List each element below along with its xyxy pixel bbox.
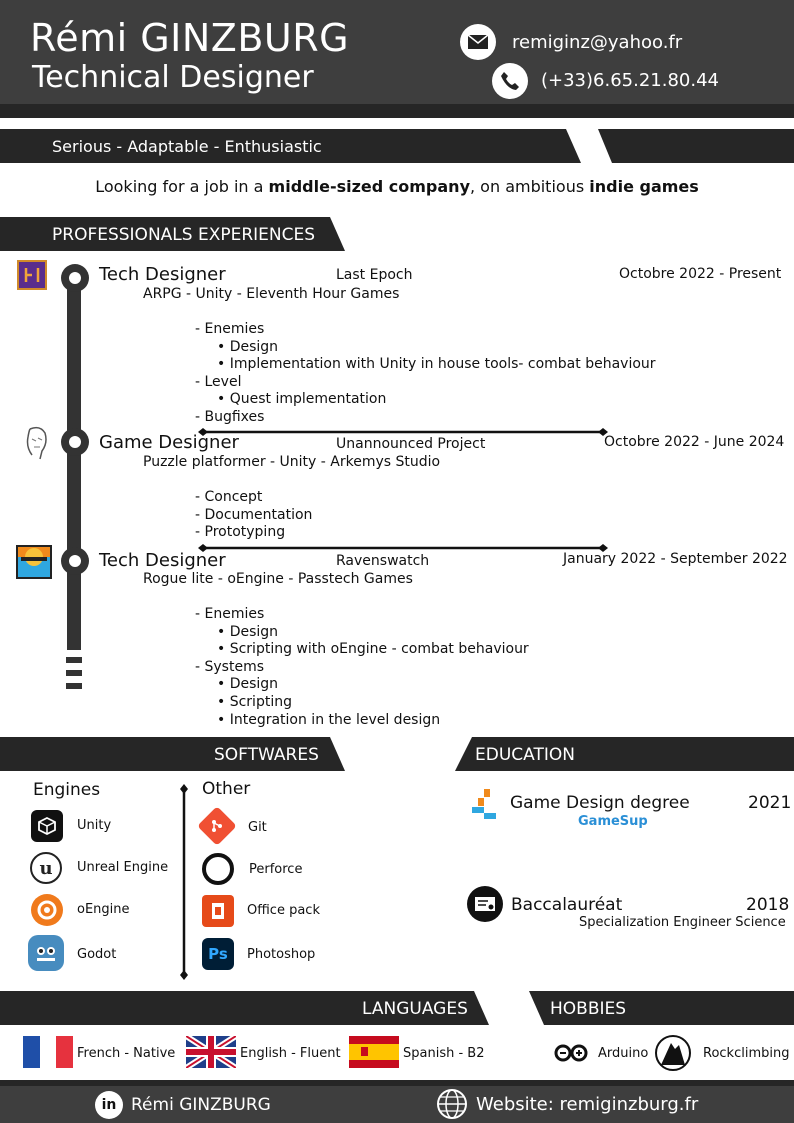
tagline: Serious - Adaptable - Enthusiastic [52, 137, 322, 156]
experience-details [195, 321, 656, 427]
detail-line: - Enemies [195, 321, 265, 337]
detail-line: • Integration in the level design [217, 711, 441, 728]
detail-line: - Bugfixes [195, 408, 265, 425]
education-title: EDUCATION [475, 745, 575, 765]
software-perforce: Perforce [249, 862, 303, 877]
hobbies-title: HOBBIES [550, 999, 627, 1019]
timeline-node [61, 264, 89, 292]
software-unreal: Unreal Engine [77, 860, 169, 875]
arduino-icon [553, 1043, 589, 1063]
website-link[interactable]: Website: remiginzburg.fr [476, 1094, 699, 1115]
education-degree: Game Design degree [510, 793, 690, 813]
detail-line: - Prototyping [195, 524, 286, 541]
detail-line: - Concept [195, 489, 263, 505]
experience-project: Ravenswatch [336, 553, 430, 569]
language-spanish: Spanish - B2 [403, 1046, 485, 1061]
phone-number: (+33)6.65.21.80.44 [541, 70, 719, 91]
education-school: Specialization Engineer Science [579, 915, 786, 930]
softwares-title: SOFTWARES [214, 745, 319, 765]
gamesup-logo-icon [472, 789, 496, 819]
globe-icon [436, 1088, 468, 1120]
spain-flag-icon [349, 1036, 399, 1068]
experiences-title: PROFESSIONALS EXPERIENCES [52, 225, 316, 245]
detail-line: • Design [217, 676, 279, 693]
experience-details [195, 606, 529, 729]
last-epoch-logo-icon [17, 260, 47, 290]
detail-line: • Implementation with Unity in house tools- combat behaviour [217, 356, 656, 373]
timeline-dash [66, 683, 82, 689]
timeline-dash [66, 670, 82, 676]
detail-line: • Design [217, 623, 279, 640]
email-link[interactable]: remiginz@yahoo.fr [512, 32, 683, 53]
detail-line: • Design [217, 338, 279, 355]
software-office: Office pack [247, 903, 320, 918]
education-degree: Baccalauréat [511, 895, 623, 915]
engines-heading: Engines [33, 780, 101, 800]
timeline-dash [66, 657, 82, 663]
detail-line: • Scripting with oEngine - combat behaviour [217, 641, 529, 658]
experience-dates: January 2022 - September 2022 [563, 551, 788, 567]
software-git: Git [248, 820, 267, 835]
languages-title: LANGUAGES [362, 999, 468, 1019]
phone-icon [492, 63, 528, 99]
experience-role: Game Designer [99, 432, 239, 453]
experience-subtitle: Puzzle platformer - Unity - Arkemys Studio [143, 454, 441, 470]
software-oengine: oEngine [77, 902, 130, 917]
perforce-icon [202, 853, 234, 885]
hobby-rockclimbing: Rockclimbing [703, 1046, 790, 1061]
timeline-node [61, 428, 89, 456]
detail-line: - Documentation [195, 506, 313, 523]
objective-games: indie games [589, 177, 699, 196]
sketch-head-logo-icon [20, 425, 52, 461]
timeline-node [61, 547, 89, 575]
education-year: 2021 [748, 793, 792, 813]
git-icon [197, 806, 237, 846]
experience-role: Tech Designer [99, 264, 226, 285]
diploma-icon [467, 886, 503, 922]
other-heading: Other [202, 779, 251, 799]
objective-text: Looking for a job in a [95, 177, 269, 196]
objective-company: middle-sized company [268, 177, 470, 196]
linkedin-link[interactable]: Rémi GINZBURG [131, 1095, 271, 1115]
linkedin-icon: in [95, 1091, 123, 1119]
detail-line: • Quest implementation [217, 391, 387, 408]
office-icon [202, 895, 234, 927]
language-english: English - Fluent [240, 1046, 341, 1061]
education-year: 2018 [746, 895, 790, 915]
experience-details [195, 489, 312, 542]
detail-line: - Enemies [195, 606, 265, 622]
experience-subtitle: ARPG - Unity - Eleventh Hour Games [143, 286, 400, 302]
detail-line: - Systems [195, 658, 265, 675]
person-name: Rémi GINZBURG [30, 16, 350, 60]
objective [0, 177, 794, 196]
job-title: Technical Designer [32, 60, 314, 95]
hobby-arduino: Arduino [598, 1046, 649, 1061]
oengine-icon [31, 894, 63, 926]
unity-icon [31, 810, 63, 842]
divider-line [198, 543, 608, 553]
experience-dates: Octobre 2022 - Present [619, 266, 782, 282]
experience-role: Tech Designer [99, 550, 226, 571]
softwares-education-bar [0, 737, 794, 771]
france-flag-icon [23, 1036, 73, 1068]
unreal-engine-icon: u [30, 852, 62, 884]
detail-line: - Level [195, 373, 242, 390]
experience-subtitle: Rogue lite - oEngine - Passtech Games [143, 571, 413, 587]
education-school: GameSup [578, 814, 648, 829]
softwares-divider [179, 784, 189, 980]
language-french: French - Native [77, 1046, 176, 1061]
timeline-line [67, 285, 81, 650]
photoshop-icon: Ps [202, 938, 234, 970]
experience-project: Unannounced Project [336, 436, 486, 452]
ravenswatch-logo-icon [16, 545, 52, 579]
godot-icon [28, 935, 64, 971]
software-godot: Godot [77, 947, 117, 962]
header-band [0, 104, 794, 118]
experience-project: Last Epoch [336, 267, 413, 283]
objective-text-mid: , on ambitious [470, 177, 590, 196]
envelope-icon [460, 24, 496, 60]
software-unity: Unity [77, 818, 112, 833]
detail-line: • Scripting [217, 693, 292, 710]
software-photoshop: Photoshop [247, 947, 316, 962]
climbing-icon [655, 1035, 691, 1071]
experience-dates: Octobre 2022 - June 2024 [604, 434, 785, 450]
uk-flag-icon [186, 1036, 236, 1068]
